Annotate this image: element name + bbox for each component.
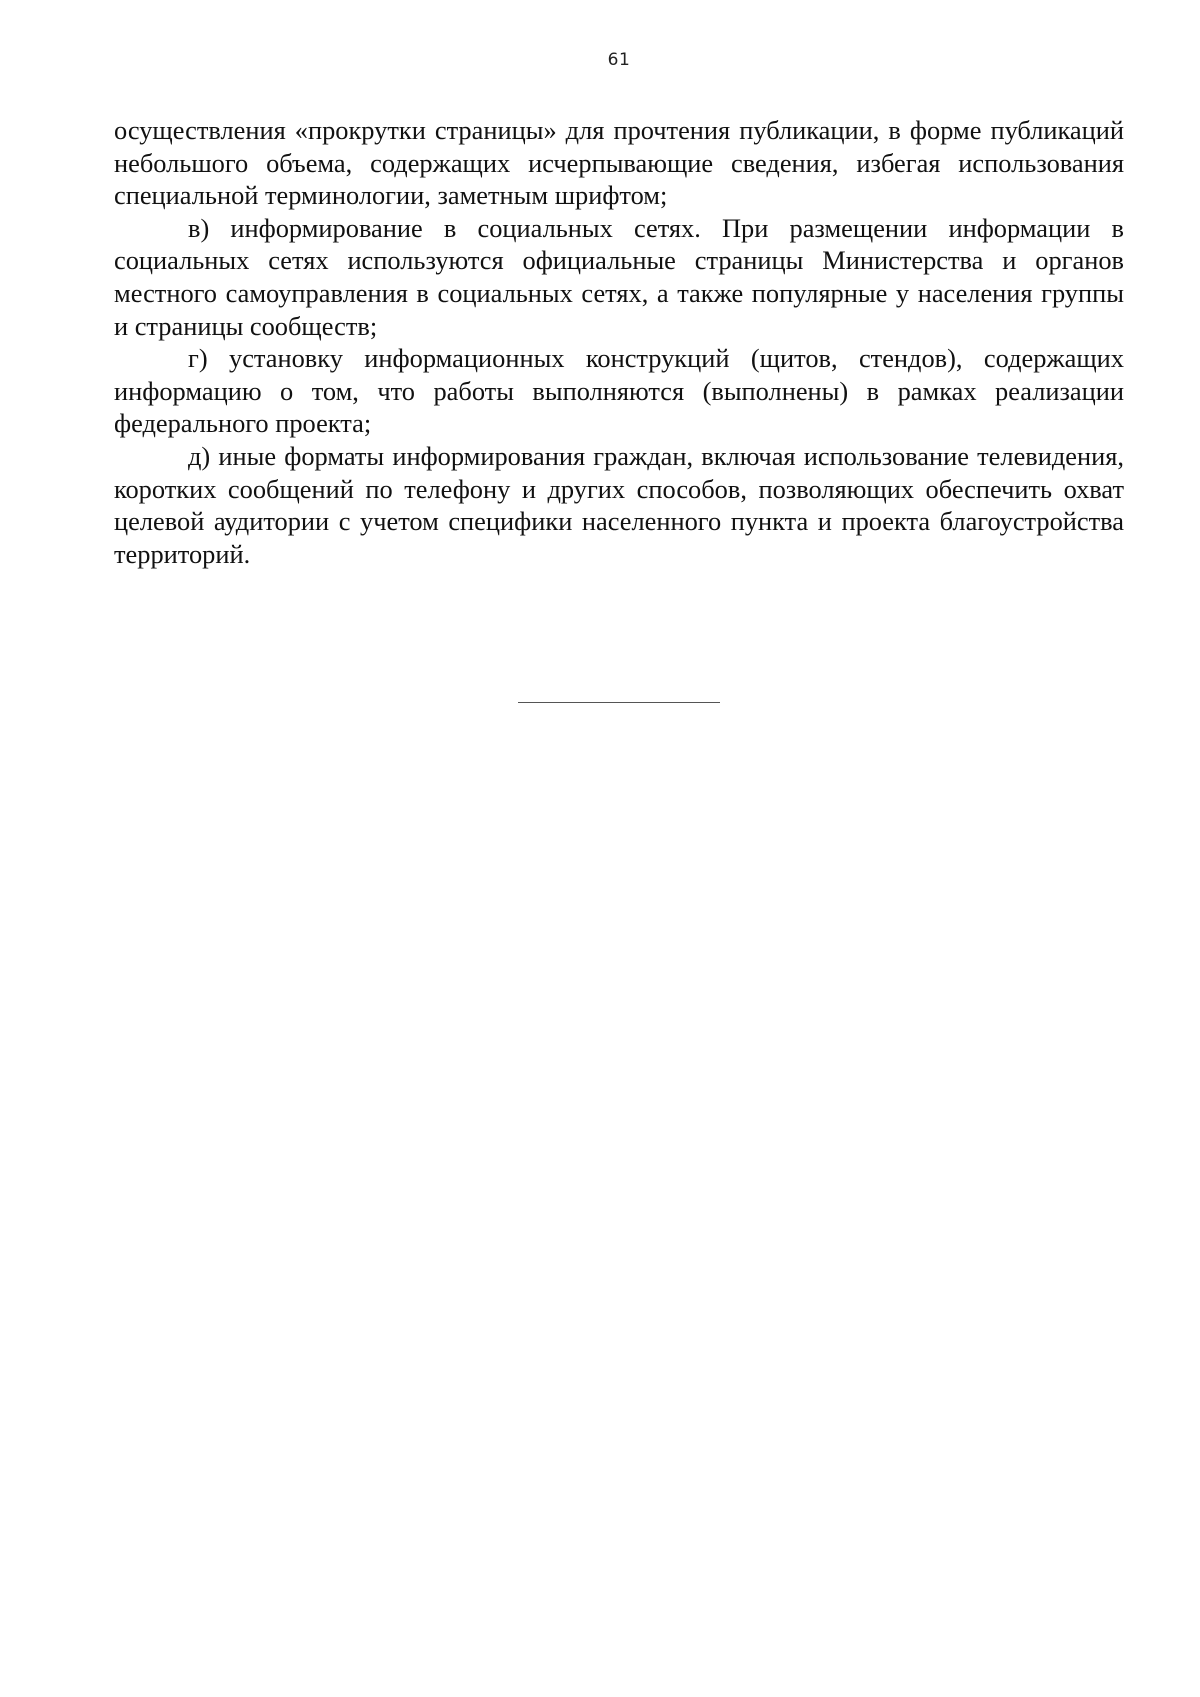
paragraph-item-g: г) установку информационных конструкций (щитов, стендов), содержащих информацию о том, что работы выполняются (выполнены) в рамках реализации федерального проекта;	[114, 343, 1124, 439]
document-body	[114, 114, 1124, 570]
end-separator-line	[518, 702, 720, 703]
paragraph-item-v: в) информирование в социальных сетях. При размещении информации в социальных сетях используются официальные страницы Министерства и органов местного самоуправления в социальных сетях, а также популярные у населения группы и страницы сообществ;	[114, 212, 1124, 341]
paragraph-item-d: д) иные форматы информирования граждан, включая использование телевидения, коротких сообщений по телефону и других способов, позволяющих обеспечить охват целевой аудитории с учетом специфики населенного пункта и проекта благоустройства территорий.	[114, 440, 1124, 569]
page-number: 61	[607, 50, 631, 70]
paragraph-continuation: осуществления «прокрутки страницы» для прочтения публикации, в форме публикаций небольшого объема, содержащих исчерпывающие сведения, избегая использования специальной терминологии, заметным шрифтом;	[114, 115, 1124, 211]
